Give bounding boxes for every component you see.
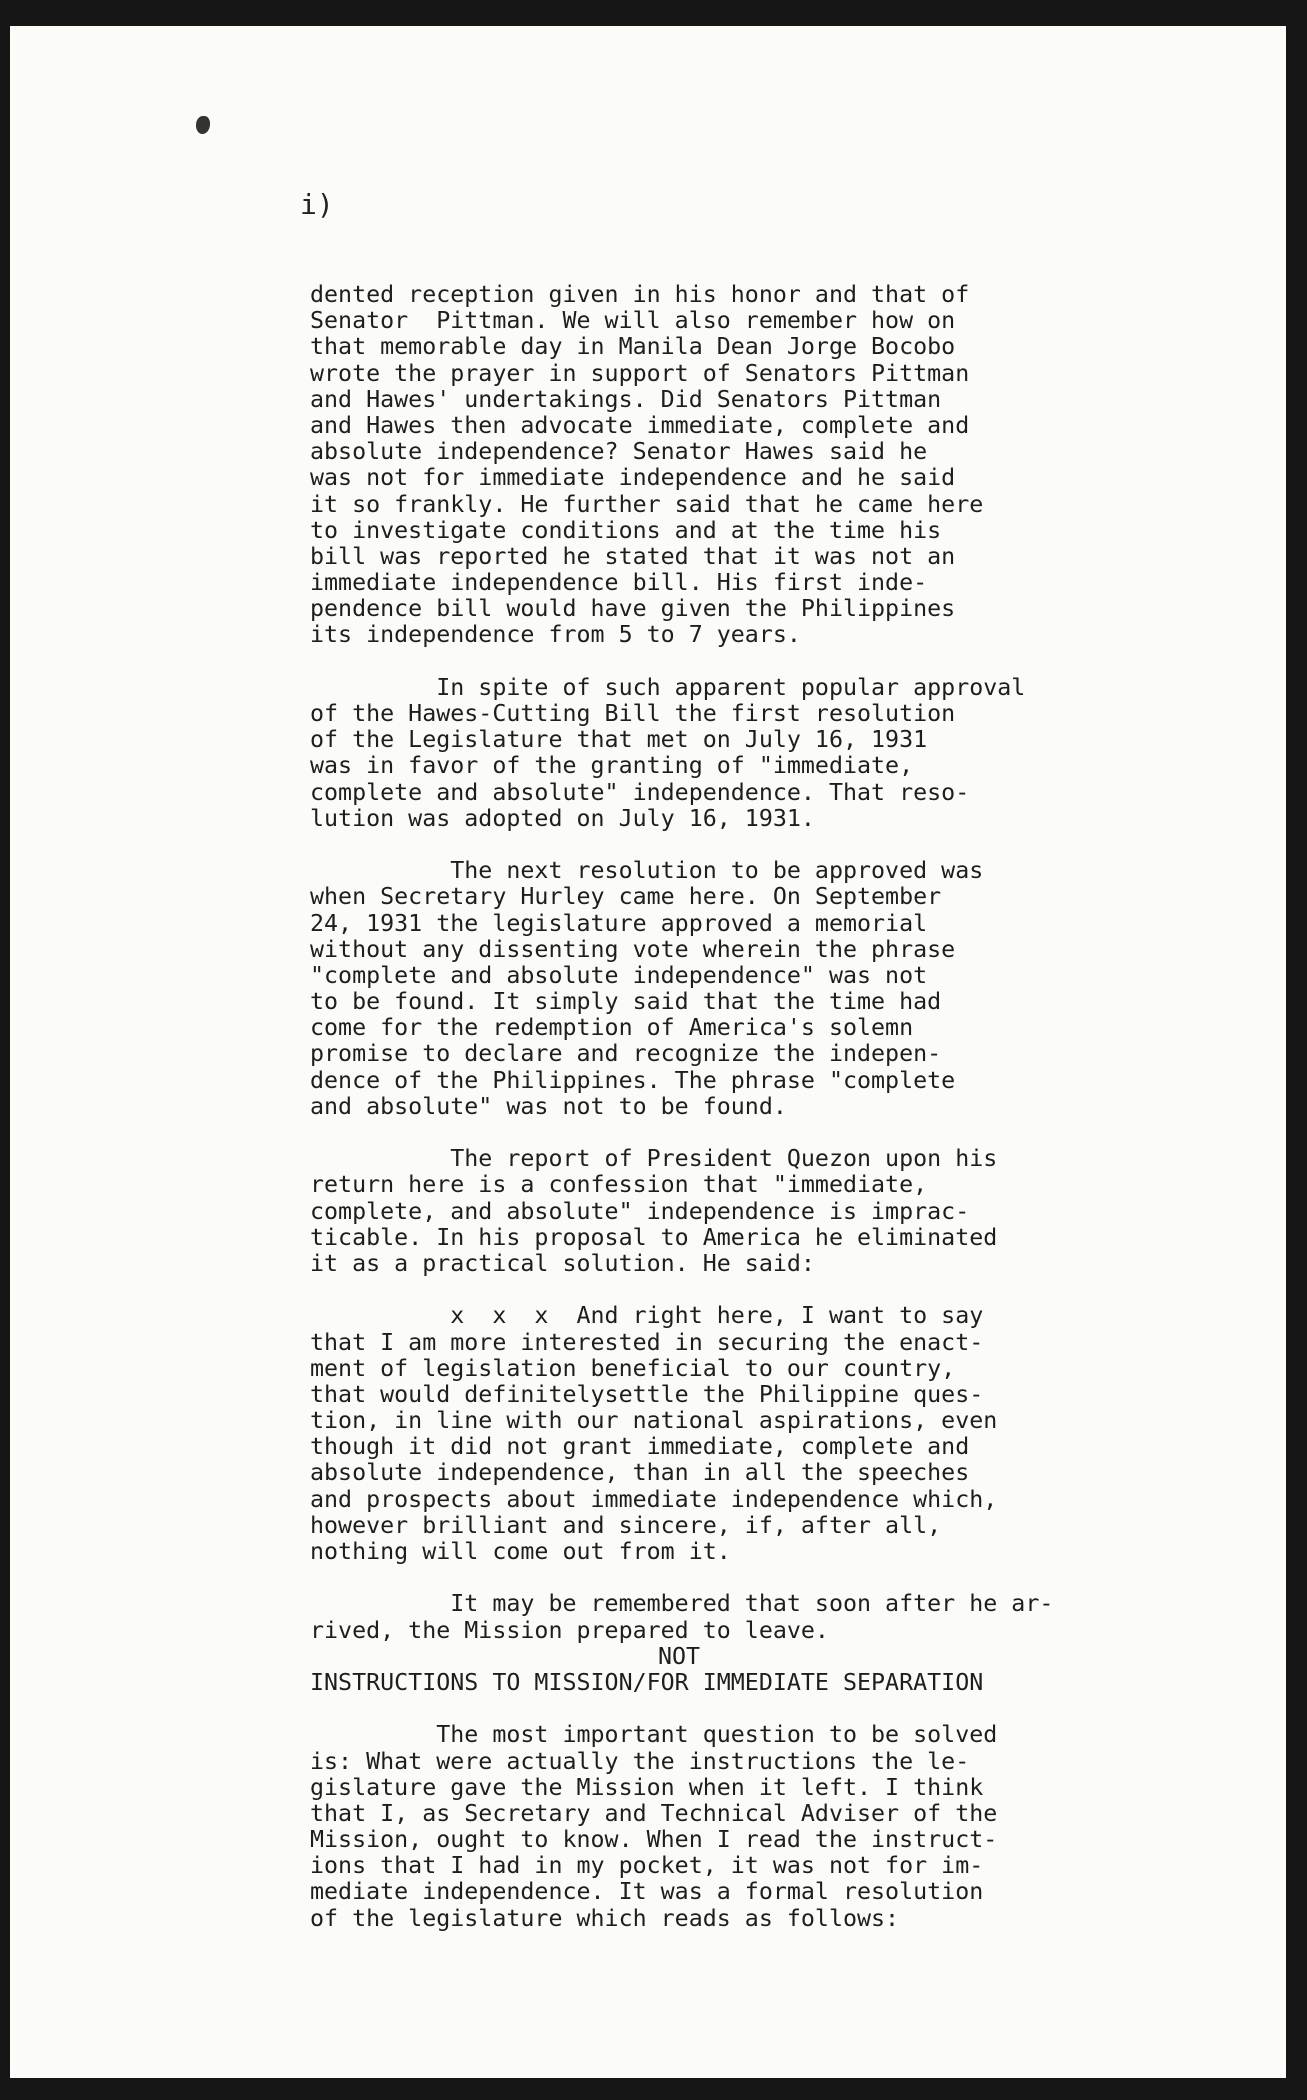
text-line: come for the redemption of America's solemn [310, 1014, 914, 1042]
paragraph-5 [310, 1591, 1140, 1643]
text-line: 24, 1931 the legislature approved a memorial [310, 909, 928, 937]
text-line: ions that I had in my pocket, it was not for im- [310, 1852, 984, 1880]
text-line: is: What were actually the instructions the le- [310, 1747, 970, 1775]
ink-speck [196, 116, 210, 134]
text-line: mediate independence. It was a formal resolution [310, 1878, 984, 1906]
text-line: return here is a confession that "immediate, [310, 1171, 928, 1199]
paragraph-2 [310, 675, 1140, 832]
text-line: rived, the Mission prepared to leave. [310, 1616, 829, 1644]
text-line: wrote the prayer in support of Senators Pittman [310, 359, 970, 387]
text-line: It may be remembered that soon after he ar- [310, 1590, 1054, 1618]
text-line: lution was adopted on July 16, 1931. [310, 804, 815, 832]
text-line: of the Legislature that met on July 16, 1931 [310, 726, 928, 754]
text-line: bill was reported he stated that it was not an [310, 542, 956, 570]
text-line: ticable. In his proposal to America he eliminated [310, 1223, 998, 1251]
paragraph-1 [310, 282, 1140, 649]
text-line: and prospects about immediate independence which, [310, 1485, 998, 1513]
text-line: nothing will come out from it. [310, 1538, 731, 1565]
document-body [310, 282, 1140, 1932]
heading-insertion-note: NOT [658, 1642, 701, 1670]
text-line: immediate independence bill. His first inde- [310, 569, 928, 597]
text-line: ment of legislation beneficial to our country, [310, 1354, 956, 1382]
text-line: The next resolution to be approved was [310, 857, 984, 885]
text-line: Senator Pittman. We will also remember how on [310, 307, 956, 335]
quoted-passage [310, 1303, 1140, 1565]
text-line: complete, and absolute" independence is imprac- [310, 1197, 970, 1225]
text-line: that I am more interested in securing the enact- [310, 1328, 984, 1356]
text-line: "complete and absolute independence" was not [310, 961, 928, 989]
text-line: dence of the Philippines. The phrase "complete [310, 1066, 956, 1094]
text-line: pendence bill would have given the Philippines [310, 595, 956, 623]
text-line: of the Hawes-Cutting Bill the first resolution [310, 700, 956, 727]
text-line: that I, as Secretary and Technical Adviser of the [310, 1799, 998, 1827]
text-line: complete and absolute" independence. That reso- [310, 778, 970, 806]
text-line: to investigate conditions and at the time his [310, 516, 942, 544]
text-line: though it did not grant immediate, complete and [310, 1433, 970, 1461]
text-line: it so frankly. He further said that he came here [310, 490, 984, 518]
paragraph-4 [310, 1146, 1140, 1277]
text-line: x x x And right here, I want to say [310, 1302, 984, 1330]
text-line: was not for immediate independence and he said [310, 464, 956, 492]
text-line: and Hawes then advocate immediate, complete and [310, 411, 970, 439]
text-line: The report of President Quezon upon his [310, 1145, 998, 1173]
text-line: In spite of such apparent popular approval [310, 673, 1026, 701]
text-line: that would definitelysettle the Philippine ques- [310, 1380, 984, 1408]
text-line: Mission, ought to know. When I read the instruct- [310, 1826, 998, 1854]
text-line: and absolute" was not to be found. [310, 1092, 787, 1120]
text-line: promise to declare and recognize the indepen- [310, 1040, 942, 1068]
paragraph-6 [310, 1722, 1140, 1932]
page-marker: i) [300, 188, 334, 221]
text-line: without any dissenting vote wherein the phrase [310, 935, 956, 963]
text-line: of the legislature which reads as follows: [310, 1904, 900, 1932]
text-line: absolute independence, than in all the speeches [310, 1459, 970, 1487]
text-line: that memorable day in Manila Dean Jorge Bocobo [310, 333, 956, 361]
text-line: when Secretary Hurley came here. On September [310, 883, 942, 911]
text-line: tion, in line with our national aspirations, even [310, 1407, 998, 1435]
text-line: dented reception given in his honor and that of [310, 281, 970, 308]
text-line: gislature gave the Mission when it left. I think [310, 1773, 984, 1801]
text-line: The most important question to be solved [310, 1721, 998, 1749]
text-line: its independence from 5 to 7 years. [310, 621, 801, 649]
text-line: however brilliant and sincere, if, after all, [310, 1511, 942, 1539]
text-line: absolute independence? Senator Hawes said he [310, 438, 928, 466]
section-heading: INSTRUCTIONS TO MISSION/FOR IMMEDIATE SEPARATION [310, 1668, 984, 1696]
text-line: it as a practical solution. He said: [310, 1249, 815, 1277]
text-line: was in favor of the granting of "immediate, [310, 752, 914, 780]
paragraph-3 [310, 858, 1140, 1120]
text-line: to be found. It simply said that the time had [310, 988, 942, 1016]
text-line: and Hawes' undertakings. Did Senators Pittman [310, 385, 942, 413]
